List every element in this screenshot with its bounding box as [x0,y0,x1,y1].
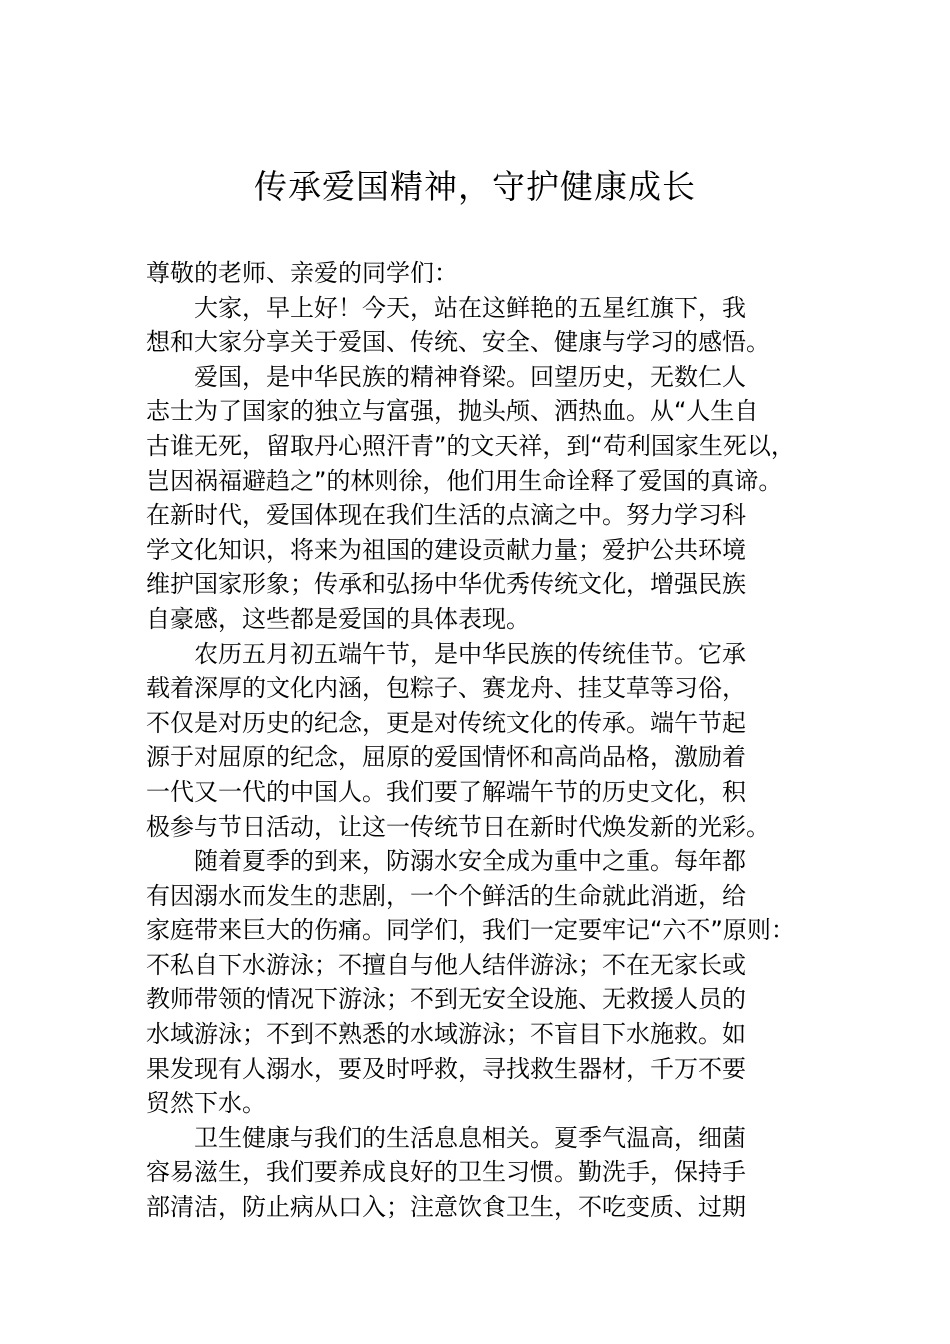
text-line: 有因溺水而发生的悲剧，一个个鲜活的生命就此消逝，给 [146,881,746,910]
text-line: 志士为了国家的独立与富强，抛头颅、洒热血。从“人生自 [146,397,759,426]
text-line: 教师带领的情况下游泳；不到无安全设施、无救援人员的 [146,985,746,1014]
document-title: 传承爱国精神，守护健康成长 [254,167,696,206]
text-line: 不私自下水游泳；不擅自与他人结伴游泳；不在无家长或 [146,950,746,979]
paragraph-first-line: 随着夏季的到来，防溺水安全成为重中之重。每年都 [194,847,746,876]
paragraph-first-line: 爱国，是中华民族的精神脊梁。回望历史，无数仁人 [194,362,746,391]
text-line: 家庭带来巨大的伤痛。同学们，我们一定要牢记“六不”原则： [146,916,795,945]
text-line: 想和大家分享关于爱国、传统、安全、健康与学习的感悟。 [146,328,770,357]
text-line: 极参与节日活动，让这一传统节日在新时代焕发新的光彩。 [146,812,770,841]
text-line: 岂因祸福避趋之”的林则徐，他们用生命诠释了爱国的真谛。 [146,466,783,495]
text-line: 尊敬的老师、亲爱的同学们： [146,259,458,287]
text-line: 维护国家形象；传承和弘扬中华优秀传统文化，增强民族 [146,570,746,599]
text-line: 一代又一代的中国人。我们要了解端午节的历史文化，积 [146,777,746,806]
paragraph-first-line: 农历五月初五端午节，是中华民族的传统佳节。它承 [194,639,746,668]
text-line: 容易滋生，我们要养成良好的卫生习惯。勤洗手，保持手 [146,1158,746,1187]
document-body [146,256,846,1225]
text-line: 贸然下水。 [146,1089,266,1118]
text-line: 部清洁，防止病从口入；注意饮食卫生，不吃变质、过期 [146,1193,746,1222]
text-line: 在新时代，爱国体现在我们生活的点滴之中。努力学习科 [146,501,746,530]
text-line: 载着深厚的文化内涵，包粽子、赛龙舟、挂艾草等习俗， [146,674,746,703]
text-line: 不仅是对历史的纪念，更是对传统文化的传承。端午节起 [146,708,746,737]
text-line: 果发现有人溺水，要及时呼救，寻找救生器材，千万不要 [146,1054,746,1083]
paragraph-first-line: 卫生健康与我们的生活息息相关。夏季气温高，细菌 [194,1123,746,1152]
text-line: 自豪感，这些都是爱国的具体表现。 [146,604,530,633]
text-line: 水域游泳；不到不熟悉的水域游泳；不盲目下水施救。如 [146,1020,746,1049]
text-line: 源于对屈原的纪念，屈原的爱国情怀和高尚品格，激励着 [146,743,746,772]
paragraph-first-line: 大家，早上好！今天，站在这鲜艳的五星红旗下，我 [194,293,746,322]
text-line: 学文化知识，将来为祖国的建设贡献力量；爱护公共环境 [146,535,746,564]
text-line: 古谁无死，留取丹心照汗青”的文天祥，到“苟利国家生死以， [146,431,795,460]
